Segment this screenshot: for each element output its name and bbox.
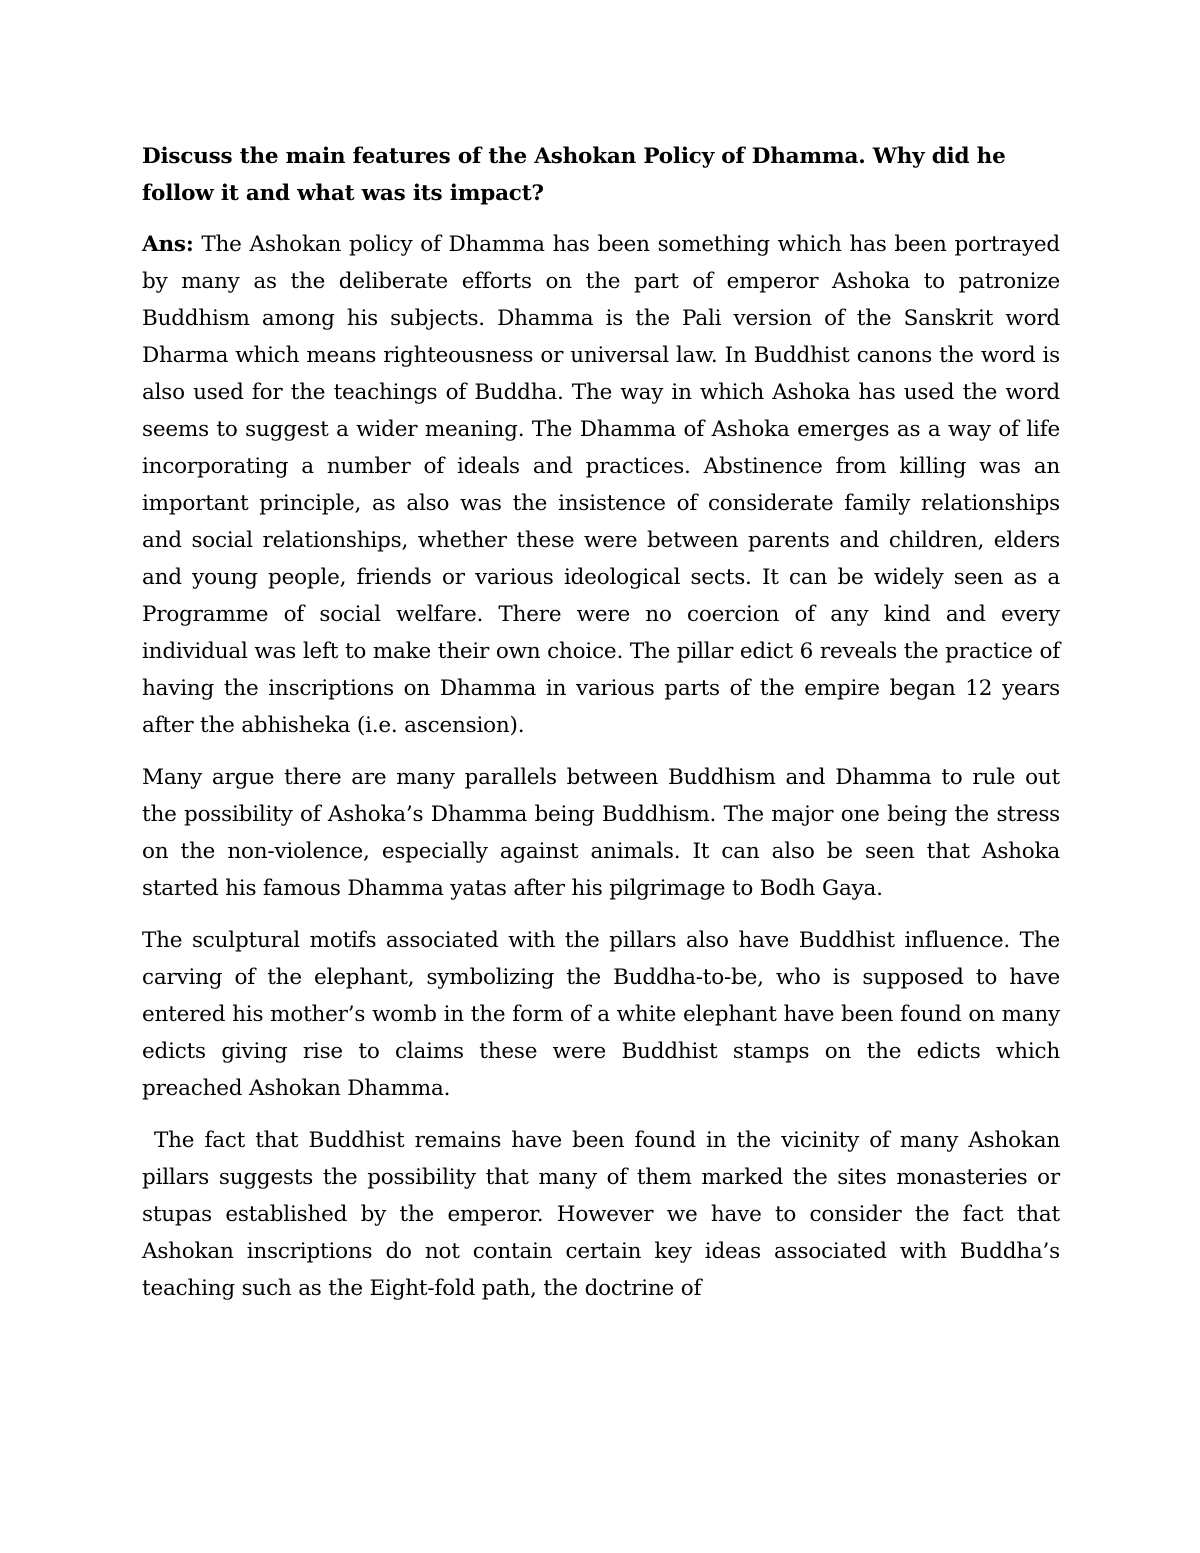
sculptural-motifs-paragraph: The sculptural motifs associated with the pillars also have Buddhist influence. The carving of the elephant, symbolizing the Buddha-to-be, who is supposed to have entered his mother’s womb in the form of a white elephant have been found on many edicts giving rise to claims these were Buddhist stamps on the edicts which preached Ashokan Dhamma.	[142, 928, 1060, 1101]
document-page	[142, 138, 1060, 1322]
parallels-paragraph: Many argue there are many parallels between Buddhism and Dhamma to rule out the possibility of Ashoka’s Dhamma being Buddhism. The major one being the stress on the non-violence, especially against animals. It can also be seen that Ashoka started his famous Dhamma yatas after his pilgrimage to Bodh Gaya.	[142, 765, 1060, 901]
answer-text: The Ashokan policy of Dhamma has been something which has been portrayed by many as the deliberate efforts on the part of emperor Ashoka to patronize Buddhism among his subjects. Dhamma is the Pali version of the Sanskrit word Dharma which means righteousness or universal law. In Buddhist canons the word is also used for the teachings of Buddha. The way in which Ashoka has used the word seems to suggest a wider meaning. The Dhamma of Ashoka emerges as a way of life incorporating a number of ideals and practices. Abstinence from killing was an important principle, as also was the insistence of considerate family relationships and social relationships, whether these were between parents and children, elders and young people, friends or various ideological sects. It can be widely seen as a Programme of social welfare. There were no coercion of any kind and every individual was left to make their own choice. The pillar edict 6 reveals the practice of having the inscriptions on Dhamma in various parts of the empire began 12 years after the abhisheka (i.e. ascension).	[142, 232, 1060, 738]
answer-paragraph	[142, 226, 1060, 744]
buddhist-remains-paragraph: The fact that Buddhist remains have been found in the vicinity of many Ashokan pillars suggests the possibility that many of them marked the sites monasteries or stupas established by the emperor. However we have to consider the fact that Ashokan inscriptions do not contain certain key ideas associated with Buddha’s teaching such as the Eight-fold path, the doctrine of	[142, 1128, 1060, 1301]
answer-label: Ans:	[142, 232, 194, 257]
question-heading: Discuss the main features of the Ashokan Policy of Dhamma. Why did he follow it and what was its impact?	[142, 144, 1006, 206]
